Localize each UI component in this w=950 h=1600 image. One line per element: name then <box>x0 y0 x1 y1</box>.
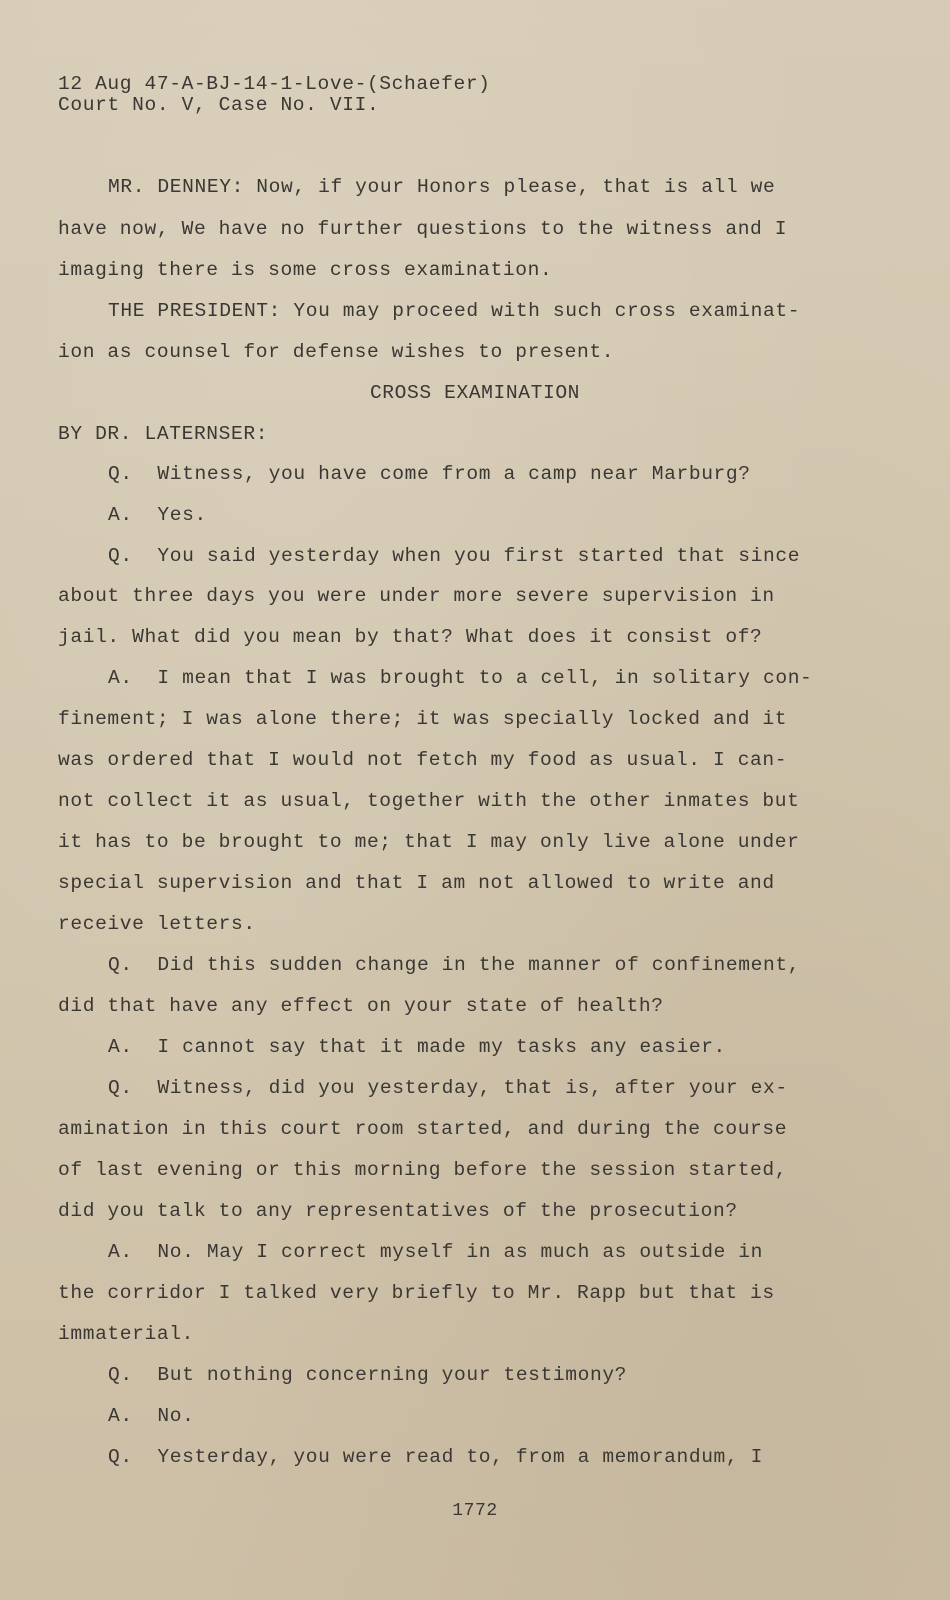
page-number: 1772 <box>452 1501 498 1521</box>
transcript-line: A. No. May I correct myself in as much as outside in <box>108 1241 763 1263</box>
transcript-line: Q. Witness, you have come from a camp near Marburg? <box>108 463 751 485</box>
transcript-line: about three days you were under more severe supervision in <box>58 585 775 607</box>
transcript-line: special supervision and that I am not allowed to write and <box>58 872 775 894</box>
transcript-line: imaging there is some cross examination. <box>58 259 553 281</box>
transcript-line: Q. Witness, did you yesterday, that is, after your ex- <box>108 1077 788 1099</box>
transcript-line: Q. But nothing concerning your testimony? <box>108 1364 628 1386</box>
transcript-line: A. I cannot say that it made my tasks any easier. <box>108 1036 726 1058</box>
transcript-line: Q. Yesterday, you were read to, from a memorandum, I <box>108 1446 763 1468</box>
transcript-line: A. No. <box>108 1405 195 1427</box>
header-court-case: Court No. V, Case No. VII. <box>58 94 380 116</box>
section-heading: CROSS EXAMINATION <box>369 382 581 404</box>
transcript-line: of last evening or this morning before the session started, <box>58 1159 788 1181</box>
transcript-line: A. Yes. <box>108 504 207 526</box>
examiner-line: BY DR. LATERNSER: <box>58 423 269 445</box>
transcript-line: immaterial. <box>58 1323 194 1345</box>
transcript-line: the corridor I talked very briefly to Mr. Rapp but that is <box>58 1282 775 1304</box>
transcript-line: not collect it as usual, together with the other inmates but <box>58 790 800 812</box>
transcript-line: Q. You said yesterday when you first started that since <box>108 545 801 567</box>
transcript-line: MR. DENNEY: Now, if your Honors please, that is all we <box>108 176 776 198</box>
transcript-line: receive letters. <box>58 913 256 935</box>
transcript-line: amination in this court room started, and during the course <box>58 1118 788 1140</box>
transcript-line: have now, We have no further questions to the witness and I <box>58 218 788 240</box>
transcript-line: A. I mean that I was brought to a cell, in solitary con- <box>108 667 813 689</box>
transcript-line: was ordered that I would not fetch my food as usual. I can- <box>58 749 788 771</box>
transcript-line: Q. Did this sudden change in the manner of confinement, <box>108 954 801 976</box>
transcript-line: finement; I was alone there; it was specially locked and it <box>58 708 788 730</box>
transcript-line: ion as counsel for defense wishes to present. <box>58 341 615 363</box>
transcript-line: it has to be brought to me; that I may only live alone under <box>58 831 800 853</box>
header-case-reference: 12 Aug 47-A-BJ-14-1-Love-(Schaefer) <box>58 73 491 95</box>
transcript-line: THE PRESIDENT: You may proceed with such cross examinat- <box>108 300 801 322</box>
transcript-line: did you talk to any representatives of the prosecution? <box>58 1200 738 1222</box>
transcript-line: did that have any effect on your state of health? <box>58 995 664 1017</box>
transcript-line: jail. What did you mean by that? What does it consist of? <box>58 626 763 648</box>
